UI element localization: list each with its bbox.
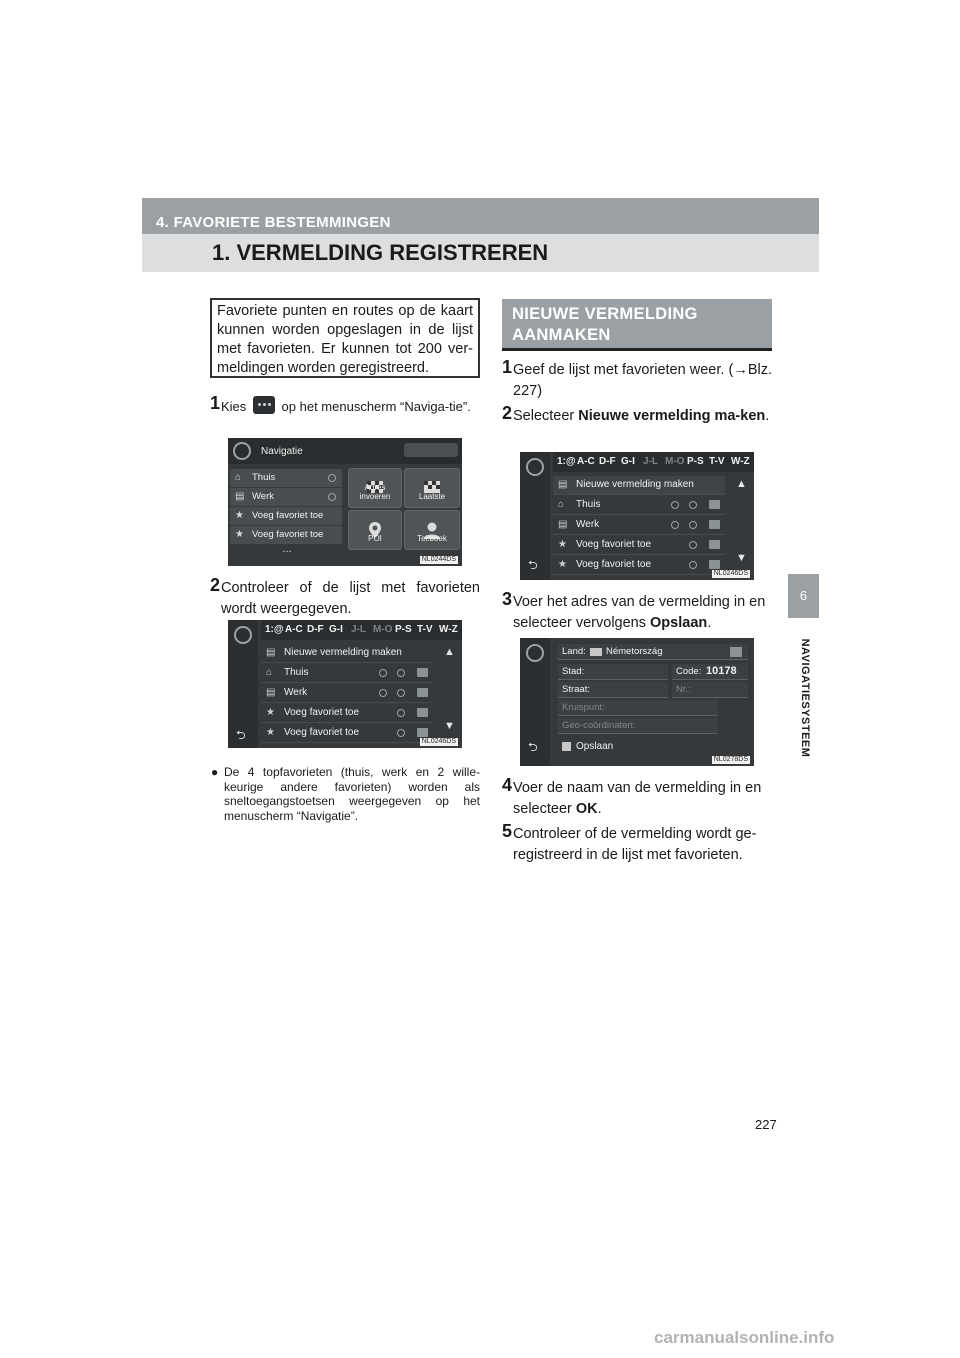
note-bullet: [211, 765, 480, 823]
nav-row-favorite-1: [230, 507, 342, 525]
step-text-post: op het menuscherm “Naviga-tie”.: [281, 399, 471, 414]
tile-address: [348, 468, 402, 508]
step-text-pre: Voer de naam van de vermelding in en selecteer: [513, 780, 762, 817]
new-entry-icon: ▤: [266, 647, 276, 658]
alphabet-bar: [553, 452, 754, 472]
step-text-bold: Nieuwe vermelding ma-ken: [578, 408, 766, 424]
page-title: 1. VERMELDING REGISTREREN: [212, 240, 549, 265]
step-text: [502, 406, 772, 427]
list-row-label: Voeg favoriet toe: [284, 727, 360, 738]
route-icon: [689, 541, 697, 549]
field-geo[interactable]: [558, 718, 718, 734]
alpha-tab: A-C: [285, 624, 303, 635]
step-number: 1: [210, 393, 221, 413]
map-icon: [417, 708, 428, 717]
work-icon: ▤: [266, 687, 276, 698]
edit-icon: [379, 669, 387, 677]
status-bar: [404, 443, 458, 457]
chapter-label: [790, 628, 820, 768]
map-icon: [709, 520, 720, 529]
star-icon: ★: [558, 559, 567, 570]
chapter-tab: 6: [788, 574, 819, 618]
back-icon: ⮌: [528, 558, 538, 572]
list-row-label: Werk: [284, 687, 308, 698]
list-row-label: Werk: [576, 519, 600, 530]
right-step-4: [502, 775, 772, 820]
tile-recent: [404, 468, 460, 508]
alpha-tab: G-I: [329, 624, 343, 635]
edit-icon: [671, 501, 679, 509]
field-label: Nr.:: [676, 684, 691, 695]
field-code[interactable]: [672, 664, 748, 680]
alpha-tab: D-F: [307, 624, 324, 635]
right-step-2: [502, 403, 772, 427]
list-row-home: [261, 664, 433, 683]
route-icon: [689, 561, 697, 569]
title-band: [142, 234, 819, 272]
list-row-favorite-2: [261, 724, 433, 743]
section-title: 4. FAVORIETE BESTEMMINGEN: [156, 214, 391, 231]
star-icon: ★: [266, 727, 275, 738]
screen-favorites-list-2: [520, 452, 754, 580]
screen-code: NL0244DS: [421, 556, 456, 563]
screen-favorites-list: [228, 620, 462, 748]
step-text: Controleer of de vermelding wordt ge-registreerd in de lijst met favorieten.: [513, 826, 757, 863]
compass-icon: [233, 442, 251, 460]
screen-side-column: [520, 452, 550, 580]
back-icon: ⮌: [236, 728, 246, 742]
tile-poi: [348, 510, 402, 550]
step-number: 5: [502, 821, 513, 841]
right-step-1: [502, 357, 772, 402]
step-text: [210, 396, 480, 417]
map-icon: [417, 688, 428, 697]
step-number: 3: [502, 589, 513, 609]
star-icon: ★: [235, 529, 244, 540]
step-text-post: .: [707, 615, 712, 631]
new-entry-icon: ▤: [558, 479, 568, 490]
nav-row-label: Voeg favoriet toe: [252, 529, 324, 540]
star-icon: ★: [235, 510, 244, 521]
screen-side-column: [520, 638, 550, 766]
list-row-label: Thuis: [284, 667, 309, 678]
list-row-label: Voeg favoriet toe: [576, 539, 652, 550]
tile-phonebook: [404, 510, 460, 550]
section-header: [142, 198, 819, 234]
field-label: Kruispunt:: [562, 702, 605, 713]
bullet-text: De 4 topfavorieten (thuis, werk en 2 wille-keurige andere favorieten) worden als sneltoegangstoetsen weergegeven op het menuscherm “Navigatie”.: [224, 765, 480, 823]
star-icon: ★: [558, 539, 567, 550]
home-icon: ⌂: [235, 472, 242, 483]
field-label: Stad:: [562, 666, 585, 677]
map-icon: [709, 500, 720, 509]
tile-label: POI: [368, 534, 382, 543]
step-number: 2: [210, 575, 221, 595]
nav-row-work: [230, 488, 342, 506]
right-step-5: [502, 821, 772, 866]
step-text-bold: OK: [575, 801, 598, 817]
back-icon: ⮌: [528, 740, 538, 754]
map-icon: [709, 560, 720, 569]
alphabet-bar: [261, 620, 462, 640]
field-straat[interactable]: [558, 682, 668, 698]
list-row-label: Voeg favoriet toe: [284, 707, 360, 718]
field-label: Geo-coördinaten:: [562, 720, 636, 731]
screen-code: NL0246DS: [421, 738, 456, 745]
map-icon: [730, 647, 742, 657]
scroll-down-icon: ▼: [444, 720, 455, 732]
route-icon: [397, 689, 405, 697]
route-icon: [397, 669, 405, 677]
map-icon: [709, 540, 720, 549]
list-row-label: Nieuwe vermelding maken: [284, 647, 402, 658]
step-text: Geef de lijst met favorieten weer. (→Blz. 227): [513, 362, 772, 399]
alpha-tab: A-C: [577, 456, 595, 467]
field-nr[interactable]: [672, 682, 748, 698]
tile-label: Tel.boek: [417, 534, 447, 543]
step-text-post: .: [765, 408, 770, 424]
list-row-work: [261, 684, 433, 703]
route-icon: [689, 521, 697, 529]
list-row-favorite-1: [261, 704, 433, 723]
chapter-label-text: NAVIGATIESYSTEEM: [799, 638, 811, 758]
left-step-1: [210, 393, 480, 417]
scroll-up-icon: ▲: [736, 478, 747, 490]
edit-icon: [671, 521, 679, 529]
route-icon: [397, 729, 405, 737]
route-icon: [689, 501, 697, 509]
more-dots: …: [282, 544, 292, 555]
compass-icon: [234, 626, 252, 644]
field-label: Straat:: [562, 684, 590, 695]
step-number: 2: [502, 403, 513, 423]
list-row-work: [553, 516, 725, 535]
list-row-favorite-2: [553, 556, 725, 575]
step-number: 1: [502, 357, 513, 377]
left-step-2: [210, 575, 480, 620]
step-text: [502, 778, 772, 820]
tile-label: Laatste: [418, 492, 446, 501]
edit-icon: [379, 689, 387, 697]
step-text-pre: Kies: [221, 399, 247, 414]
step-text-post: .: [597, 801, 602, 817]
nav-row-label: Thuis: [252, 472, 276, 483]
field-land[interactable]: [558, 644, 748, 660]
edit-icon: [328, 474, 336, 482]
save-icon: [562, 742, 571, 751]
field-label: Land:: [562, 646, 586, 657]
step-text-bold: Opslaan: [650, 615, 708, 631]
screen-code: NL0278DS: [713, 756, 748, 763]
alpha-tab: P-S: [687, 456, 704, 467]
star-icon: ★: [266, 707, 275, 718]
alpha-tab: T-V: [709, 456, 725, 467]
list-row-home: [553, 496, 725, 515]
home-icon: ⌂: [558, 499, 565, 510]
list-row-favorite-1: [553, 536, 725, 555]
step-text-pre: Selecteer: [513, 408, 575, 424]
screen-address-entry: [520, 638, 754, 766]
subsection-heading: NIEUWE VERMELDING AANMAKEN: [502, 299, 772, 351]
alpha-tab: M-O: [373, 624, 393, 635]
save-button[interactable]: [558, 738, 638, 756]
alpha-tab: G-I: [621, 456, 635, 467]
nav-row-favorite-2: [230, 526, 342, 544]
nav-row-label: Voeg favoriet toe: [252, 510, 324, 521]
field-kruispunt[interactable]: [558, 700, 718, 716]
nav-row-home: [230, 469, 342, 487]
step-text: [502, 592, 772, 634]
field-label: Code:: [676, 666, 702, 677]
screen-navigation-menu: [228, 438, 462, 566]
screen-title: Navigatie: [261, 446, 303, 457]
watermark: carmanualsonline.info: [654, 1328, 835, 1347]
scroll-up-icon: ▲: [444, 646, 455, 658]
scroll-down-icon: ▼: [736, 552, 747, 564]
alpha-tab: J-L: [351, 624, 366, 635]
edit-icon: [328, 493, 336, 501]
more-icon: [253, 396, 275, 414]
field-stad[interactable]: [558, 664, 668, 680]
work-icon: ▤: [235, 491, 245, 502]
step-text: Controleer of de lijst met favorieten wordt weergegeven.: [221, 580, 480, 617]
home-icon: ⌂: [266, 667, 273, 678]
field-value: 10178: [706, 665, 737, 677]
work-icon: ▤: [558, 519, 568, 530]
screen-code: NL0246DS: [713, 570, 748, 577]
alpha-tab: 1:@: [557, 456, 576, 467]
step-number: 4: [502, 775, 513, 795]
alpha-tab: P-S: [395, 624, 412, 635]
route-icon: [397, 709, 405, 717]
page-number: 227: [755, 1117, 777, 1132]
tile-label: Adres invoeren: [359, 483, 391, 501]
alpha-tab: 1:@: [265, 624, 284, 635]
intro-box: Favoriete punten en routes op de kaart kunnen worden opgeslagen in de lijst met favorieten. Er kunnen tot 200 ver-meldingen worden geregistreerd.: [210, 298, 480, 378]
screen-side-column: [228, 620, 258, 748]
screen-top-bar: [228, 438, 462, 464]
list-row-new[interactable]: [553, 476, 725, 495]
list-row-label: Voeg favoriet toe: [576, 559, 652, 570]
alpha-tab: W-Z: [439, 624, 458, 635]
compass-icon: [526, 458, 544, 476]
map-icon: [417, 728, 428, 737]
alpha-tab: T-V: [417, 624, 433, 635]
alpha-tab: D-F: [599, 456, 616, 467]
alpha-tab: M-O: [665, 456, 685, 467]
save-label: Opslaan: [576, 741, 614, 752]
map-icon: [417, 668, 428, 677]
field-value: Németország: [606, 646, 663, 657]
flag-icon: [590, 648, 602, 656]
compass-icon: [526, 644, 544, 662]
right-step-3: [502, 589, 772, 634]
list-row-label: Thuis: [576, 499, 601, 510]
list-row-new: [261, 644, 433, 663]
alpha-tab: J-L: [643, 456, 658, 467]
nav-row-label: Werk: [252, 491, 274, 502]
bullet-icon: ●: [211, 765, 219, 779]
list-row-label: Nieuwe vermelding maken: [576, 479, 694, 490]
step-text-pre: Voer het adres van de vermelding in en selecteer vervolgens: [513, 594, 766, 631]
alpha-tab: W-Z: [731, 456, 750, 467]
